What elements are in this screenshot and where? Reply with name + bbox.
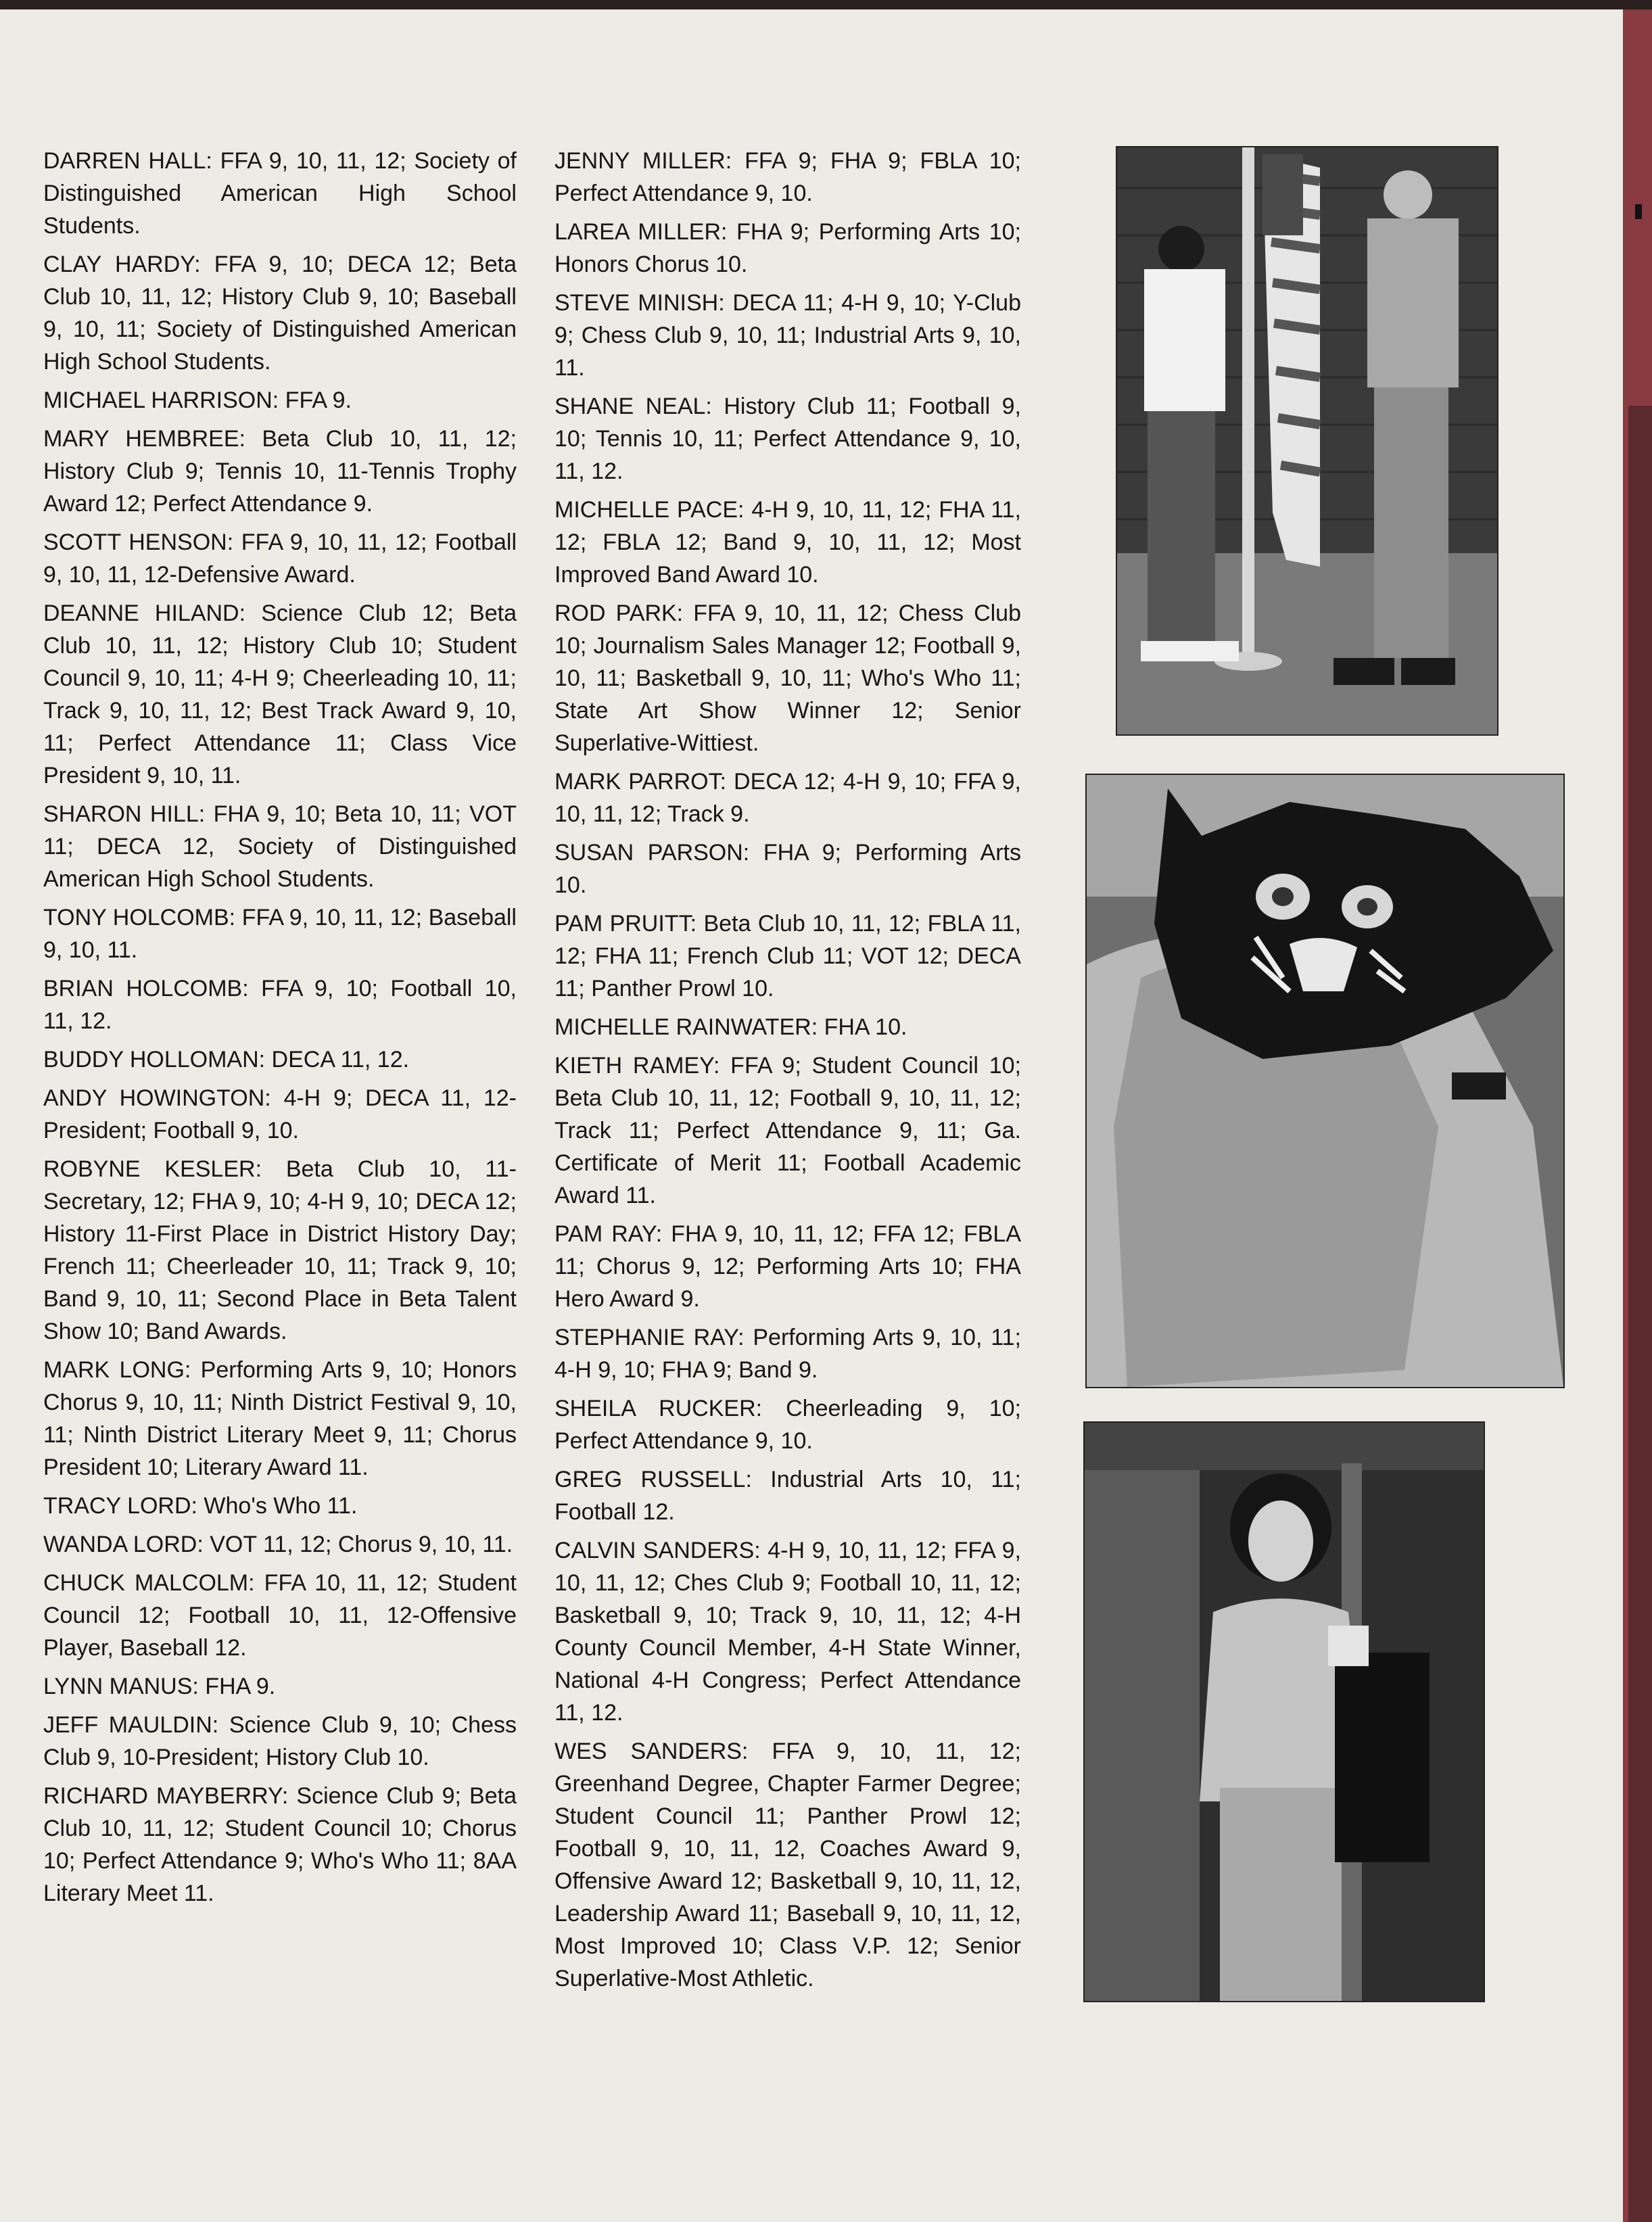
binding-mark <box>1635 204 1642 219</box>
senior-entry: LAREA MILLER: FHA 9; Performing Arts 10; Honors Chorus 10. <box>554 219 1021 277</box>
senior-entry: STEVE MINISH: DECA 11; 4-H 9, 10; Y-Club 9; Chess Club 9, 10, 11; Industrial Arts 9, 10, 11. <box>554 290 1021 381</box>
senior-entry: MARY HEMBREE: Beta Club 10, 11, 12; History Club 9; Tennis 10, 11-Tennis Trophy Award 12; Perfect Attendance 9. <box>43 426 517 517</box>
senior-entry: BRIAN HOLCOMB: FFA 9, 10; Football 10, 11, 12. <box>43 976 517 1034</box>
senior-entry: SHANE NEAL: History Club 11; Football 9, 10; Tennis 10, 11; Perfect Attendance 9, 10, 11, 12. <box>554 394 1021 484</box>
senior-entry: ROBYNE KESLER: Beta Club 10, 11-Secretary, 12; FHA 9, 10; 4-H 9, 10; DECA 12; History 11-First Place in District History Day; French 11; Cheerleader 10, 11; Track 9, 10; Band 9, 10, 11; Second Place in Beta Talent Show 10; Band Awards. <box>43 1156 517 1344</box>
senior-entry: BUDDY HOLLOMAN: DECA 11, 12. <box>43 1047 410 1072</box>
senior-entry: STEPHANIE RAY: Performing Arts 9, 10, 11; 4-H 9, 10; FHA 9; Band 9. <box>554 1325 1021 1383</box>
senior-entry: TRACY LORD: Who's Who 11. <box>43 1493 358 1519</box>
senior-entry: GREG RUSSELL: Industrial Arts 10, 11; Football 12. <box>554 1467 1021 1525</box>
senior-activities-column-middle <box>554 145 1021 2001</box>
senior-entry: SHARON HILL: FHA 9, 10; Beta 10, 11; VOT 11; DECA 12, Society of Distinguished American High School Students. <box>43 801 517 892</box>
senior-entry: LYNN MANUS: FHA 9. <box>43 1674 276 1699</box>
senior-entry: KIETH RAMEY: FFA 9; Student Council 10; Beta Club 10, 11, 12; Football 9, 10, 11, 12; Track 11; Perfect Attendance 9, 11; Ga. Certificate of Merit 11; Football Academic Award 11. <box>554 1053 1021 1208</box>
senior-entry: TONY HOLCOMB: FFA 9, 10, 11, 12; Baseball 9, 10, 11. <box>43 905 517 963</box>
senior-entry: DARREN HALL: FFA 9, 10, 11, 12; Society of Distinguished American High School Students. <box>43 148 517 239</box>
flag-raising-photo <box>1116 146 1498 736</box>
senior-entry: WANDA LORD: VOT 11, 12; Chorus 9, 10, 11. <box>43 1532 513 1557</box>
senior-entry: JENNY MILLER: FFA 9; FHA 9; FBLA 10; Perfect Attendance 9, 10. <box>554 148 1021 206</box>
senior-entry: SCOTT HENSON: FFA 9, 10, 11, 12; Football 9, 10, 11, 12-Defensive Award. <box>43 529 517 588</box>
senior-entry: JEFF MAULDIN: Science Club 9, 10; Chess Club 9, 10-President; History Club 10. <box>43 1712 517 1770</box>
senior-entry: PAM RAY: FHA 9, 10, 11, 12; FFA 12; FBLA 11; Chorus 9, 12; Performing Arts 10; FHA Hero Award 9. <box>554 1221 1021 1312</box>
senior-entry: CLAY HARDY: FFA 9, 10; DECA 12; Beta Club 10, 11, 12; History Club 9, 10; Baseball 9, 10, 11; Society of Distinguished American High School Students. <box>43 252 517 375</box>
senior-entry: ANDY HOWINGTON: 4-H 9; DECA 11, 12-President; Football 9, 10. <box>43 1085 517 1143</box>
senior-activities-column-left <box>43 145 517 1916</box>
senior-entry: RICHARD MAYBERRY: Science Club 9; Beta Club 10, 11, 12; Student Council 10; Chorus 10; Perfect Attendance 9; Who's Who 11; 8AA Literary Meet 11. <box>43 1783 517 1906</box>
senior-entry: PAM PRUITT: Beta Club 10, 11, 12; FBLA 11, 12; FHA 11; French Club 11; VOT 12; DECA 11; Panther Prowl 10. <box>554 911 1021 1001</box>
senior-entry: MARK LONG: Performing Arts 9, 10; Honors Chorus 9, 10, 11; Ninth District Festival 9, 10, 11; Ninth District Literary Meet 9, 11; Chorus President 10; Literary Award 11. <box>43 1357 517 1480</box>
senior-entry: SUSAN PARSON: FHA 9; Performing Arts 10. <box>554 840 1021 898</box>
senior-entry: ROD PARK: FFA 9, 10, 11, 12; Chess Club 10; Journalism Sales Manager 12; Football 9, 10, 11; Basketball 9, 10, 11; Who's Who 11; State Art Show Winner 12; Senior Superlative-Wittiest. <box>554 600 1021 756</box>
senior-entry: MARK PARROT: DECA 12; 4-H 9, 10; FFA 9, 10, 11, 12; Track 9. <box>554 769 1021 827</box>
yearbook-page <box>0 9 1623 2222</box>
senior-entry: MICHAEL HARRISON: FFA 9. <box>43 387 352 413</box>
senior-entry: MICHELLE PACE: 4-H 9, 10, 11, 12; FHA 11, 12; FBLA 12; Band 9, 10, 11, 12; Most Improved Band Award 10. <box>554 497 1021 588</box>
panther-mascot-photo <box>1085 774 1565 1388</box>
page-top-edge <box>0 0 1652 9</box>
senior-entry: WES SANDERS: FFA 9, 10, 11, 12; Greenhand Degree, Chapter Farmer Degree; Student Council 11; Panther Prowl 12; Football 9, 10, 11, 12, Coaches Award 9, Offensive Award 12; Basketball 9, 10, 11, 12, Leadership Award 11; Baseball 9, 10, 11, 12, Most Improved 10; Class V.P. 12; Senior Superlative-Most Athletic. <box>554 1739 1021 1991</box>
senior-entry: CALVIN SANDERS: 4-H 9, 10, 11, 12; FFA 9, 10, 11, 12; Ches Club 9; Football 10, 11, 12; Basketball 9, 10; Track 9, 10, 11, 12; 4-H County Council Member, 4-H State Winner, National 4-H Congress; Perfect Attendance 11, 12. <box>554 1538 1021 1726</box>
senior-entry: CHUCK MALCOLM: FFA 10, 11, 12; Student Council 12; Football 10, 11, 12-Offensive Player, Baseball 12. <box>43 1570 517 1661</box>
senior-entry: SHEILA RUCKER: Cheerleading 9, 10; Perfect Attendance 9, 10. <box>554 1396 1021 1454</box>
senior-entry: MICHELLE RAINWATER: FHA 10. <box>554 1014 907 1040</box>
senior-entry: DEANNE HILAND: Science Club 12; Beta Club 10, 11, 12; History Club 10; Student Council 9, 10, 11; 4-H 9; Cheerleading 10, 11; Track 9, 10, 11, 12; Best Track Award 9, 10, 11; Perfect Attendance 11; Class Vice President 9, 10, 11. <box>43 600 517 788</box>
student-with-books-photo <box>1083 1421 1485 2002</box>
page-binding-edge <box>1628 406 1652 2222</box>
